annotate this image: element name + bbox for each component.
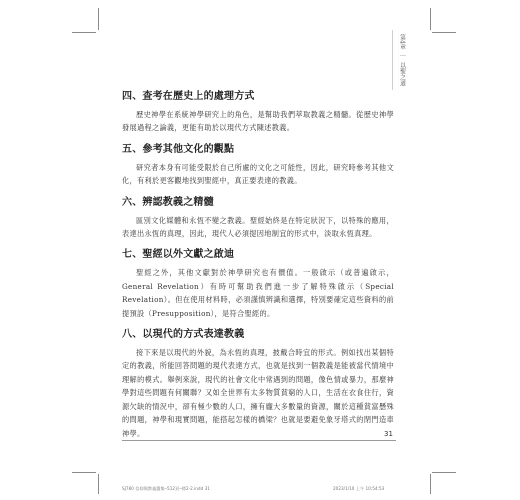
section-5 — [122, 143, 394, 188]
page-body — [122, 90, 394, 448]
chapter-title: 以聖之道 — [398, 61, 406, 86]
section-heading: 四、查考在歷史上的處理方式 — [122, 91, 255, 102]
crop-mark — [72, 32, 96, 33]
paragraph: 歷史神學在系統神學研究上的角色，是幫助我們萃取教義之精髓。從歷史神學發展過程之論義，更能有助於以現代方式陳述教義。 — [122, 110, 394, 133]
crop-mark — [98, 8, 99, 30]
paragraph: 研究者本身有可能受限於自己所處的文化之可能性，因此，研究時參考其他文化，有利於更客觀地找到聖經中，真正要表達的教義。 — [122, 162, 394, 186]
slug-timestamp: 2023/1/10 上午 10:54:53 — [333, 486, 385, 491]
crop-mark — [430, 8, 431, 30]
chapter-tab — [392, 30, 410, 90]
section-heading: 六、辨認教義之精髓 — [122, 196, 214, 208]
chapter-separator: ｜ — [398, 52, 406, 59]
paragraph: 區別文化媒體和永恆不變之教義。聖經始終是在特定狀況下，以特殊的應用，表達出永恆的真理，因此，現代人必須提因地制宜的形式中，淡取永恆真理。 — [122, 215, 394, 239]
page-number: 31 — [384, 430, 393, 438]
section-8 — [122, 328, 394, 440]
crop-mark — [98, 474, 99, 494]
crop-mark — [430, 474, 431, 494]
slug-filename: SJ780 信仰與教義選集─512頁─標2-2.indd 31 — [122, 486, 210, 491]
section-6 — [122, 196, 394, 241]
chapter-number: 第4章 — [398, 34, 406, 50]
crop-mark — [432, 472, 456, 473]
paragraph: 接下來是以現代的外貌，為永恆的真理，披戴合時宜的形式。例如找出某個特定的教義，所能回答問題的現代表達方式，也就是找到一個教義是能被當代情境中理解的模式。舉例來說，現代的社會文化中常遇到的問題，像色情或暴力，那麼神學對這些問題有何關聯？又如全世界有太多物質貧窮的人口，生活在衣食住行，資源欠缺的情況中，卻有極少數的人口，擁有龐大多數量的資源，關於這種貧富懸殊的問題，神學和現實問題，能搭起怎樣的橋梁？也就是要避免象牙塔式的閉門造車神學。 — [122, 348, 394, 438]
section-heading: 七、聖經以外文獻之啟迪 — [122, 249, 235, 261]
page-rule — [122, 440, 396, 441]
section-heading: 五、參考其他文化的觀點 — [122, 143, 235, 155]
section-heading: 八、以現代的方式表達教義 — [122, 329, 245, 341]
crop-mark — [432, 32, 456, 33]
paragraph: 聖經之外，其他文獻對於神學研究也有價值。一般啟示（或普遍啟示，General Revelation）有時可幫助我們進一步了解特殊啟示（Special Revelation）。但在使用材料時，必須謹慎辨識和選擇，特別要確定這些資料的前提預設（Presupposition），是符合聖經的。 — [122, 268, 394, 318]
section-4 — [122, 90, 394, 135]
section-7 — [122, 248, 394, 320]
crop-mark — [72, 472, 96, 473]
